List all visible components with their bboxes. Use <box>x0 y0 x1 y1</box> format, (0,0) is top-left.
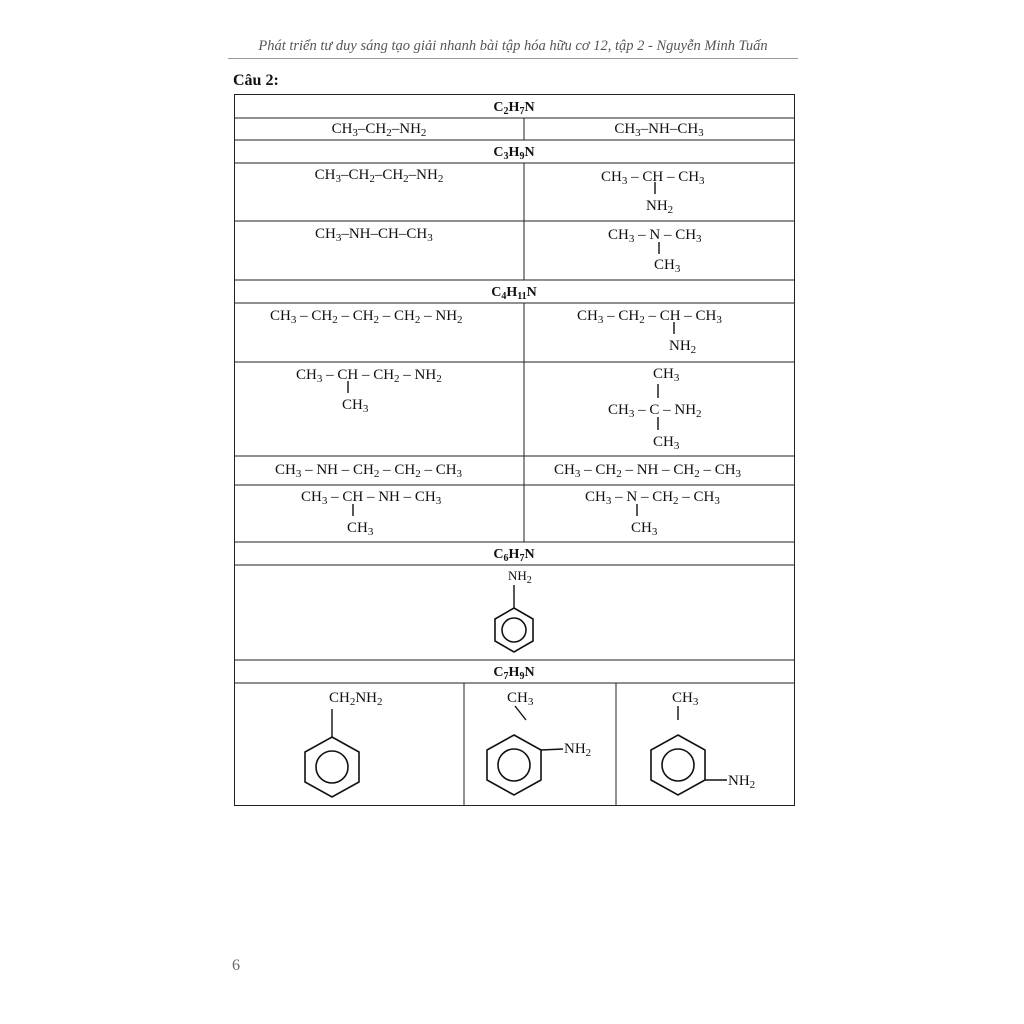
structure-m-toluidine <box>651 690 755 795</box>
structure-ethylamine: $CH_3-CH_2-NH_2$ <box>331 121 427 139</box>
structure-sec-butylamine <box>577 308 722 356</box>
structure-trimethylamine <box>608 227 702 275</box>
benzene-ring <box>651 735 705 795</box>
svg-text:NH2: $NH_2$ <box>564 741 592 759</box>
svg-text:CH3: $CH_3$ <box>654 257 681 275</box>
running-header: Phát triển tư duy sáng tạo giải nhanh bài tập hóa hữu cơ 12, tập 2 - Nguyễn Minh Tuấn <box>258 38 768 54</box>
svg-text:CH3 – C – NH2: $CH_3$ – C – $NH_2$ <box>608 402 702 420</box>
benzene-ring <box>487 735 541 795</box>
svg-text:CH2NH2: $CH_2NH_2$ <box>329 690 383 708</box>
structure-o-toluidine <box>487 690 591 795</box>
formula-header-c3h9n: $C_3H_9N$ <box>493 145 535 162</box>
svg-text:CH3 – CH – CH2 – NH2: $CH_3$ – CH – $CH_2 - NH_2$ <box>296 367 442 385</box>
aromatic-circle <box>498 749 530 781</box>
aromatic-circle <box>316 751 348 783</box>
structure-benzylamine <box>305 690 383 797</box>
isomer-table <box>234 94 795 806</box>
formula-header-c4h11n: $C_4H_{11}N$ <box>491 285 537 302</box>
aromatic-circle <box>502 618 526 642</box>
structure-dimethylamine: $CH_3-NH-CH_3$ <box>614 121 704 139</box>
svg-text:CH3 – N – CH2 – CH3: $CH_3$ – N – $CH_2 - CH_3$ <box>585 489 720 507</box>
question-label: Câu 2: <box>233 72 279 89</box>
svg-text:CH3: $CH_3$ <box>631 520 658 538</box>
svg-text:NH2: $NH_2$ <box>646 198 674 216</box>
svg-text:CH3 – CH – NH – CH3: $CH_3$ – CH – NH – $CH_3$ <box>301 489 442 507</box>
svg-text:CH3 – CH2 – CH – CH3: $CH_3 - CH_2$ – CH – $CH_3$ <box>577 308 722 326</box>
svg-text:CH3: $CH_3$ <box>507 690 534 708</box>
structure-butylamine: $CH_3 - CH_2 - CH_2 - CH_2 - NH_2$ <box>270 308 463 326</box>
svg-text:CH3: $CH_3$ <box>342 397 369 415</box>
svg-text:NH2: $NH_2$ <box>669 338 697 356</box>
structure-propylamine: $CH_3-CH_2-CH_2-NH_2$ <box>314 167 444 185</box>
header-divider <box>228 58 798 59</box>
aromatic-circle <box>662 749 694 781</box>
structure-ethylmethylamine <box>315 226 433 244</box>
svg-text:CH3–NH–CH–CH3: $CH_3-NH-CH-CH_3$ <box>315 226 433 244</box>
structure-ethyldimethylamine <box>585 489 720 538</box>
structure-isopropylmethylamine <box>301 489 442 538</box>
formula-header-c7h9n: $C_7H_9N$ <box>493 665 535 682</box>
svg-text:CH3 – CH – CH3: $CH_3$ – CH – $CH_3$ <box>601 169 705 187</box>
structure-isobutylamine <box>296 367 442 415</box>
svg-text:CH3: $CH_3$ <box>347 520 374 538</box>
structure-diethylamine: $CH_3 - CH_2$ – NH – $CH_2 - CH_3$ <box>554 462 742 480</box>
svg-text:CH3: $CH_3$ <box>672 690 699 708</box>
benzene-ring <box>305 737 359 797</box>
structure-aniline <box>495 568 533 652</box>
formula-header-c6h7n: $C_6H_7N$ <box>493 547 535 564</box>
svg-text:CH3: $CH_3$ <box>653 434 680 452</box>
svg-text:NH2: $NH_2$ <box>508 568 532 586</box>
structure-methylpropylamine: $CH_3$ – NH – $CH_2 - CH_2 - CH_3$ <box>275 462 463 480</box>
svg-text:CH3 – N – CH3: $CH_3$ – N – $CH_3$ <box>608 227 702 245</box>
benzene-ring <box>495 608 533 652</box>
formula-header-c2h7n: $C_2H_7N$ <box>493 100 535 117</box>
structure-tert-butylamine <box>608 366 702 452</box>
svg-text:NH2: $NH_2$ <box>728 773 756 791</box>
structure-isopropylamine <box>601 169 705 216</box>
page-number: 6 <box>232 957 240 974</box>
svg-text:CH3: $CH_3$ <box>653 366 680 384</box>
